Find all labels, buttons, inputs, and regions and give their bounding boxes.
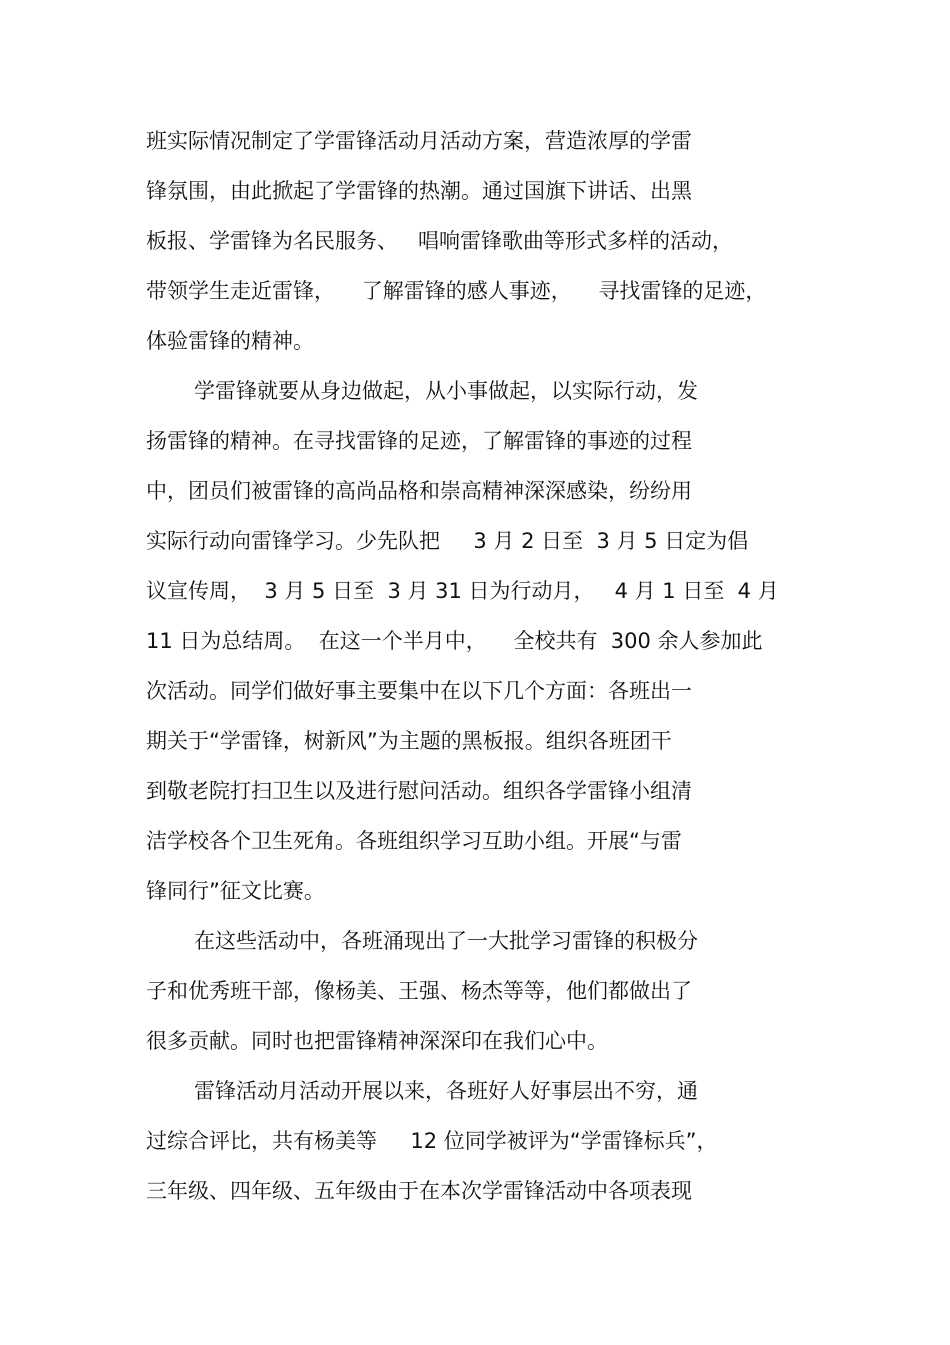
- text-line: 子和优秀班干部，像杨美、王强、杨杰等等，他们都做出了: [146, 979, 692, 1003]
- text-line: 锋同行”征文比赛。: [146, 879, 325, 903]
- text-line: 三年级、四年级、五年级由于在本次学雷锋活动中各项表现: [146, 1179, 692, 1203]
- text-line: 板报、学雷锋为名民服务、 唱响雷锋歌曲等形式多样的活动，: [146, 229, 734, 253]
- text-line: 体验雷锋的精神。: [146, 329, 314, 353]
- text-line: 到敬老院打扫卫生以及进行慰问活动。组织各学雷锋小组清: [146, 779, 692, 803]
- text-line: 带领学生走近雷锋， 了解雷锋的感人事迹， 寻找雷锋的足迹，: [146, 279, 767, 303]
- text-line: 很多贡献。同时也把雷锋精神深深印在我们心中。: [146, 1029, 608, 1053]
- paragraph-first-line: 在这些活动中，各班涌现出了一大批学习雷锋的积极分: [194, 929, 698, 953]
- paragraph-first-line: 学雷锋就要从身边做起，从小事做起，以实际行动，发: [194, 379, 698, 403]
- text-line: 扬雷锋的精神。在寻找雷锋的足迹，了解雷锋的事迹的过程: [146, 429, 692, 453]
- text-line: 议宣传周， 3 月 5 日至 3 月 31 日为行动月， 4 月 1 日至 4 月: [146, 579, 779, 603]
- text-line: 11 日为总结周。 在这一个半月中， 全校共有 300 余人参加此: [146, 629, 763, 653]
- text-line: 期关于“学雷锋，树新风”为主题的黑板报。组织各班团干: [146, 729, 672, 753]
- text-line: 过综合评比，共有杨美等 12 位同学被评为“学雷锋标兵”，: [146, 1129, 718, 1153]
- text-line: 次活动。同学们做好事主要集中在以下几个方面：各班出一: [146, 679, 692, 703]
- text-line: 实际行动向雷锋学习。少先队把 3 月 2 日至 3 月 5 日定为倡: [146, 529, 749, 553]
- paragraph-first-line: 雷锋活动月活动开展以来，各班好人好事层出不穷，通: [194, 1079, 698, 1103]
- text-line: 洁学校各个卫生死角。各班组织学习互助小组。开展“与雷: [146, 829, 682, 853]
- text-line: 班实际情况制定了学雷锋活动月活动方案，营造浓厚的学雷: [146, 129, 692, 153]
- text-line: 中，团员们被雷锋的高尚品格和崇高精神深深感染，纷纷用: [146, 479, 692, 503]
- text-line: 锋氛围，由此掀起了学雷锋的热潮。通过国旗下讲话、出黑: [146, 179, 692, 203]
